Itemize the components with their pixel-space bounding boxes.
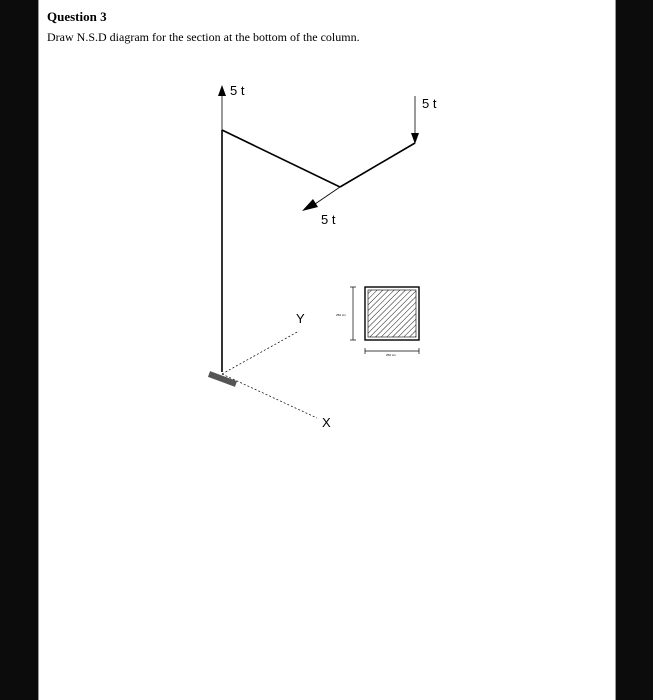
down-arrow-icon [411, 133, 419, 144]
up-arrow-icon [218, 85, 226, 96]
x-axis-line [222, 374, 317, 418]
x-axis-label: X [322, 415, 331, 430]
left-margin [0, 0, 38, 700]
y-axis-line [222, 331, 299, 374]
structure-diagram [39, 0, 615, 700]
document-page [38, 0, 616, 700]
question-prompt: Draw N.S.D diagram for the section at the bottom of the column. [47, 30, 360, 44]
right-margin [615, 0, 653, 700]
section-hatch [368, 290, 416, 337]
width-dimension-label: 250 cm [386, 353, 396, 357]
inclined-beam-left [222, 130, 340, 187]
y-axis-label: Y [296, 311, 305, 326]
question-title: Question 3 [47, 9, 107, 24]
load-line-horizontal [315, 187, 340, 204]
inclined-beam-right [340, 143, 415, 187]
fixed-support [209, 374, 236, 384]
height-dimension-label: 250 cm [336, 313, 346, 317]
diagonal-arrow-icon [302, 199, 318, 211]
load-label-horizontal: 5 t [321, 212, 336, 227]
load-label-right: 5 t [422, 96, 437, 111]
load-label-left: 5 t [230, 83, 245, 98]
